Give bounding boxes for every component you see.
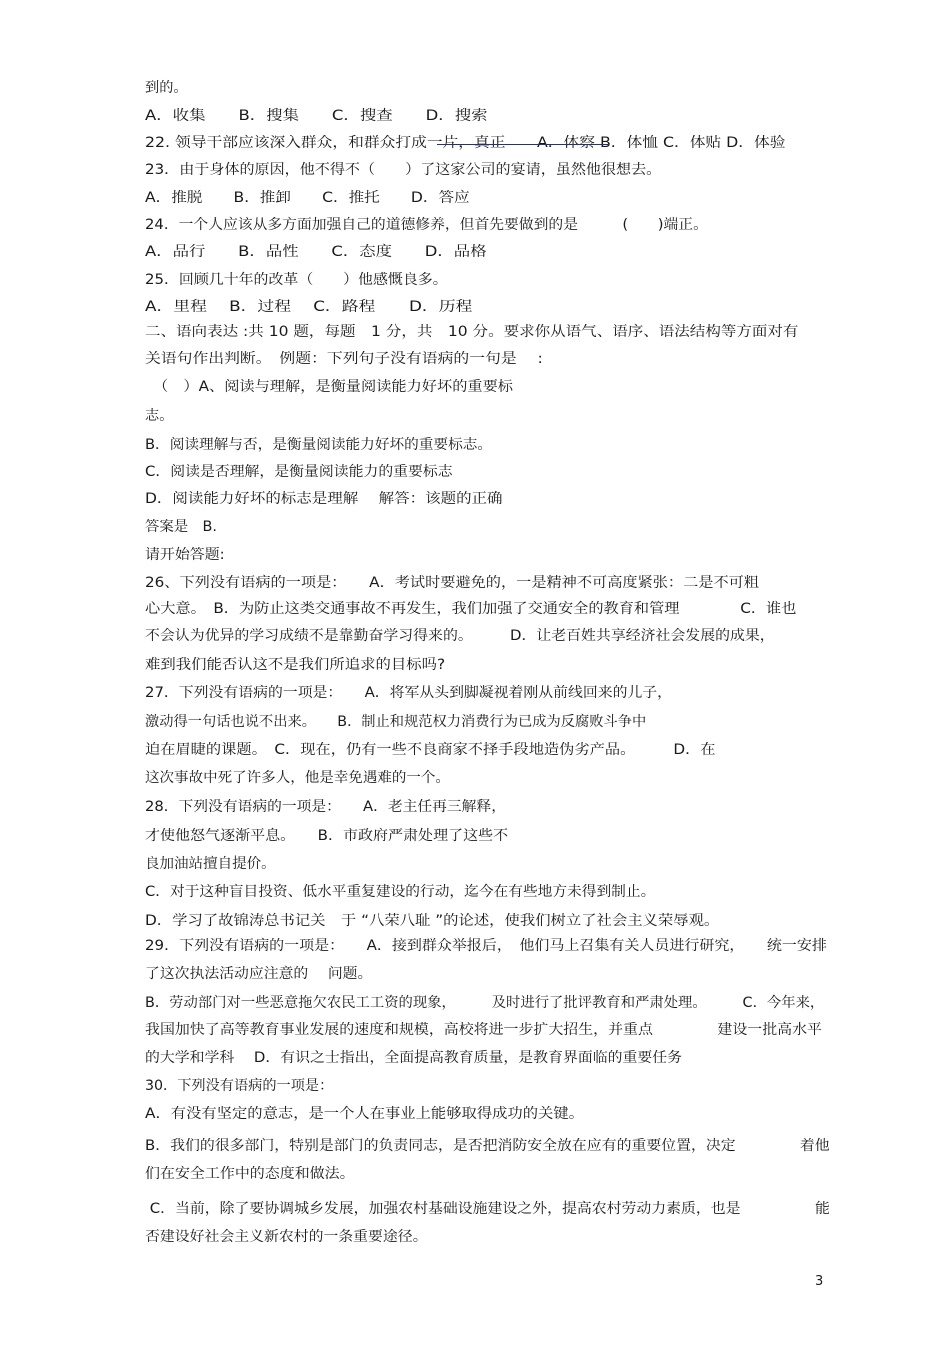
text-line: 了这次执法活动应注意的 问题。 xyxy=(145,966,373,982)
text-line: （ ）A、阅读与理解，是衡量阅读能力好坏的重要标 xyxy=(153,379,514,395)
text-line: B．劳动部门对一些恶意拖欠农民工工资的现象， 及时进行了批评教育和严肃处理。 C．今年来， xyxy=(145,995,825,1011)
text-line: A．里程 B．过程 C．路程 D．历程 xyxy=(145,299,473,315)
text-line: 请开始答题: xyxy=(145,547,225,563)
text-line: 我国加快了高等教育事业发展的速度和规模，高校将进一步扩大招生，并重点 建设一批高水平 xyxy=(145,1022,822,1038)
text-line: B．阅读理解与否，是衡量阅读能力好坏的重要标志。 xyxy=(145,437,493,453)
text-line: 的大学和学科 D．有识之士指出，全面提高教育质量，是教育界面临的重要任务 xyxy=(145,1050,682,1066)
text-line: 22. 领导干部应该深入群众，和群众打成一片，真正 A．体察 B．体恤 C．体贴 D．体验 xyxy=(145,135,786,151)
text-line: 激动得一句话也说不出来。 B．制止和规范权力消费行为已成为反腐败斗争中 xyxy=(145,714,647,730)
text-line: 否建设好社会主义新农村的一条重要途径。 xyxy=(145,1229,428,1245)
text-line: C．阅读是否理解，是衡量阅读能力的重要标志 xyxy=(145,464,453,480)
page-number: 3 xyxy=(815,1274,824,1289)
handwritten-strikethrough xyxy=(437,144,609,145)
text-line: 关语句作出判断。 例题：下列句子没有语病的一句是 : xyxy=(145,351,543,367)
text-line: 志。 xyxy=(145,408,174,424)
text-line: 才使他怒气逐渐平息。 B．市政府严肃处理了这些不 xyxy=(145,828,509,844)
text-line: D．学习了故锦涛总书记关 于 “八荣八耻 ”的论述，使我们树立了社会主义荣辱观。 xyxy=(145,913,720,929)
text-line: A．有没有坚定的意志，是一个人在事业上能够取得成功的关键。 xyxy=(145,1106,584,1122)
text-line: A．收集 B．搜集 C．搜查 D．搜索 xyxy=(145,108,488,124)
text-line: 26、下列没有语病的一项是： A．考试时要避免的，一是精神不可高度紧张：二是不可粗 xyxy=(145,575,759,591)
text-line: C．对于这种盲目投资、低水平重复建设的行动，迄今在有些地方未得到制止。 xyxy=(145,884,656,900)
text-line: 难到我们能否认这不是我们所追求的目标吗? xyxy=(145,657,446,673)
text-line: 良加油站擅自提价。 xyxy=(145,856,276,872)
text-line: 们在安全工作中的态度和做法。 xyxy=(145,1166,355,1182)
text-line: A．推脱 B．推卸 C．推托 D．答应 xyxy=(145,190,470,206)
text-line: 29．下列没有语病的一项是： A．接到群众举报后， 他们马上召集有关人员进行研究， 统一安排 xyxy=(145,938,827,954)
text-line: 28．下列没有语病的一项是： A．老主任再三解释， xyxy=(145,799,506,815)
text-line: 24．一个人应该从多方面加强自己的道德修养，但首先要做到的是 ( )端正。 xyxy=(145,217,708,233)
text-line: 答案是 B. xyxy=(145,519,218,535)
text-line: 23．由于身体的原因，他不得不（ ）了这家公司的宴请，虽然他很想去。 xyxy=(145,162,662,178)
text-line: B．我们的很多部门，特别是部门的负责同志，是否把消防安全放在应有的重要位置，决定 着他 xyxy=(145,1138,830,1154)
text-line: 到的。 xyxy=(145,80,188,96)
text-line: C．当前，除了要协调城乡发展，加强农村基础设施建设之外，提高农村劳动力素质，也是 能 xyxy=(145,1201,830,1217)
text-line: 30．下列没有语病的一项是： xyxy=(145,1078,334,1094)
text-line: 25．回顾几十年的改革（ ）他感慨良多。 xyxy=(145,272,448,288)
text-line: 迫在眉睫的课题。 C．现在，仍有一些不良商家不择手段地造伪劣产品。 D．在 xyxy=(145,742,716,758)
text-line: 这次事故中死了许多人，他是幸免遇难的一个。 xyxy=(145,770,450,786)
text-line: 二、语向表达 :共 10 题，每题 1 分，共 10 分。要求你从语气、语序、语法结构等方面对有 xyxy=(145,324,799,340)
text-line: 心大意。 B．为防止这类交通事故不再发生，我们加强了交通安全的教育和管理 C．谁也 xyxy=(145,601,797,617)
text-line: D．阅读能力好坏的标志是理解 解答：该题的正确 xyxy=(145,491,503,507)
text-line: A．品行 B．品性 C．态度 D．品格 xyxy=(145,244,487,260)
text-line: 27．下列没有语病的一项是： A．将军从头到脚凝视着刚从前线回来的儿子， xyxy=(145,685,673,701)
text-line: 不会认为优异的学习成绩不是靠勤奋学习得来的。 D．让老百姓共享经济社会发展的成果， xyxy=(145,628,775,644)
